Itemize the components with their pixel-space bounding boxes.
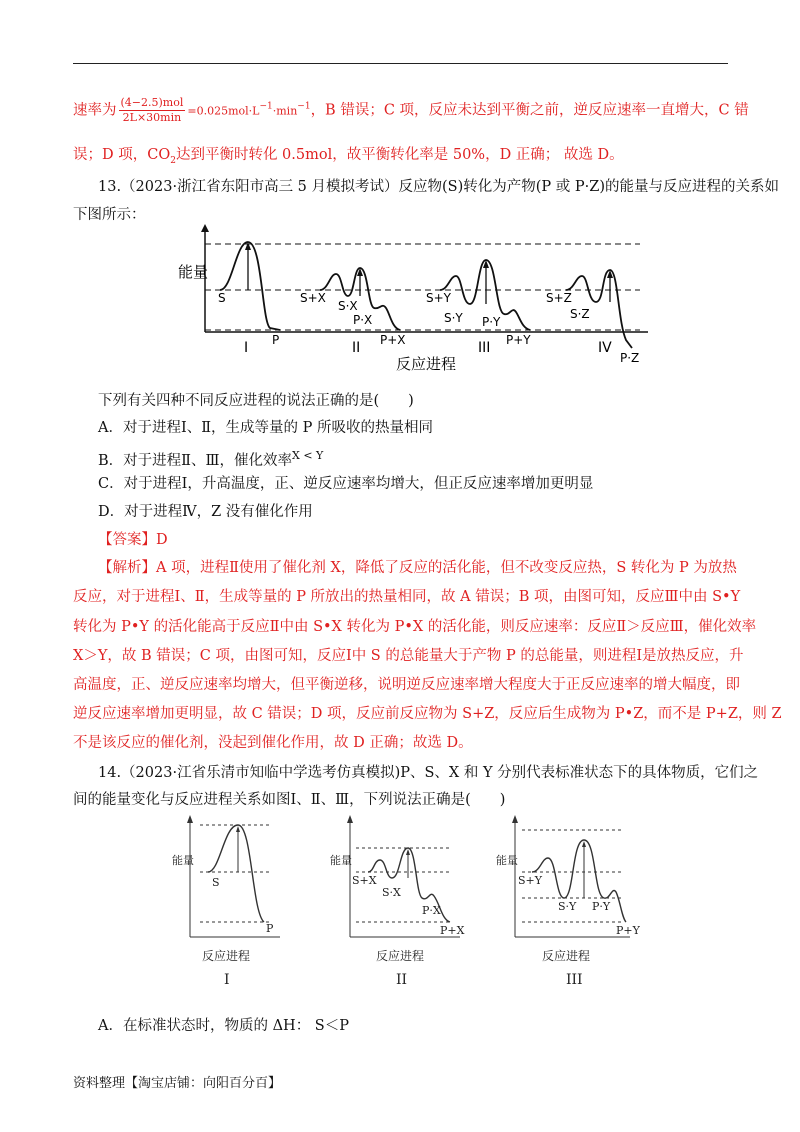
solution-line-2: 误；D 项，$CO_2$达到平衡时转化 0.5mol，故平衡转化率是 50%，D 正确； 故选 D。 [73, 147, 624, 166]
y-label: 能量 [178, 263, 209, 281]
label-P·Z: P·Z [620, 351, 640, 365]
label-S·X: S·X [338, 299, 358, 313]
fig2-x-label: 反应进程 [376, 949, 425, 963]
label-P·X: P·X [353, 313, 373, 327]
fig3-label-P·Y: P·Y [592, 900, 611, 913]
roman-I: I [244, 340, 249, 356]
q13-analysis-1: 【解析】A 项，进程Ⅱ使用了催化剂 X，降低了反应的活化能，但不改变反应热，S 转化为 P 为放热 [98, 560, 737, 576]
label-P+X: P+X [380, 333, 406, 347]
label-P: P [272, 333, 280, 347]
fig1-label-S: S [212, 876, 220, 889]
y-axis-arrow [201, 224, 209, 232]
q13-energy-diagram [170, 222, 650, 372]
header-rule [73, 63, 728, 64]
solution-line-1: 速率为 $\frac{\text{(4−2.5)mol}}{2L\times 30\min}$ $=0.025mol\cdot L^{-1}\cdot\min^{-1}$，B 错误；C 项，反应未达到平衡之前，逆反应速率一直增大，C 错 [73, 96, 749, 124]
label-S·Y: S·Y [444, 311, 463, 325]
fig3-label-P+Y: P+Y [616, 924, 640, 937]
q13-question: 下列有关四种不同反应进程的说法正确的是( ) [98, 393, 414, 409]
label-S+Y: S+Y [426, 291, 452, 305]
fig3-roman: III [566, 972, 583, 988]
label-S+X: S+X [300, 291, 326, 305]
q13-analysis-4: X＞Y，故 B 错误；C 项，由图可知，反应Ⅰ中 S 的总能量大于产物 P 的总能量，则进程Ⅰ是放热反应，升 [73, 648, 744, 664]
q13-stem-2: 下图所示： [73, 207, 146, 223]
fig2-roman: II [396, 972, 408, 988]
q13-option-b: B．对于进程Ⅱ、Ⅲ，催化效率$^{X < Y}$ [98, 449, 324, 469]
fig1-curve [208, 825, 264, 922]
fig2-y-label: 能量 [330, 854, 352, 867]
fig2-label-P+X: P+X [440, 924, 465, 937]
fig2-label-S·X: S·X [382, 886, 401, 899]
fig2-label-S+X: S+X [352, 874, 377, 887]
q13-analysis-3: 转化为 P•Y 的活化能高于反应Ⅱ中由 S•X 转化为 P•X 的活化能，则反应速率：反应Ⅱ＞反应Ⅲ，催化效率 [73, 619, 757, 635]
label-S+Z: S+Z [546, 291, 572, 305]
fig1-label-P: P [266, 922, 274, 935]
roman-IV: IV [598, 340, 612, 356]
roman-II: II [352, 340, 361, 356]
fig1-y-label: 能量 [172, 854, 194, 867]
curve-I [220, 242, 280, 330]
q13-analysis-7: 不是该反应的催化剂，没起到催化作用，故 D 正确；故选 D。 [73, 735, 473, 751]
q13-analysis-6: 逆反应速率增加更明显，故 C 错误；D 项，反应前反应物为 S+Z，反应后生成物为 P•Z，而不是 P+Z，则 Z [73, 706, 782, 722]
fig1-x-label: 反应进程 [202, 949, 251, 963]
footer-source: 资料整理【淘宝店铺：向阳百分百】 [73, 1076, 282, 1091]
fig2-label-P·X: P·X [422, 904, 441, 917]
q13-answer: 【答案】D [98, 532, 168, 548]
fig3-label-S·Y: S·Y [558, 900, 577, 913]
label-S: S [218, 291, 226, 305]
q13-analysis-2: 反应，对于进程Ⅰ、Ⅱ，生成等量的 P 所放出的热量相同，故 A 错误；B 项，由图可知，反应Ⅲ中由 S•Y [73, 589, 741, 605]
q13-stem-1: 13.（2023·浙江省东阳市高三 5 月模拟考试）反应物(S)转化为产物(P 或 P·Z)的能量与反应进程的关系如 [98, 179, 779, 195]
label-P·Y: P·Y [482, 315, 501, 329]
q13-option-d: D．对于进程Ⅳ，Z 没有催化作用 [98, 504, 313, 520]
roman-III: III [478, 340, 491, 356]
fig3-y-label: 能量 [496, 854, 518, 867]
fig3-label-S+Y: S+Y [518, 874, 543, 887]
q14-stem-1: 14.（2023·江省乐清市知临中学选考仿真模拟)P、S、X 和 Y 分别代表标准状态下的具体物质，它们之 [98, 765, 759, 781]
q14-option-a: A．在标准状态时，物质的 ΔH： S＜P [98, 1018, 349, 1034]
q13-option-a: A．对于进程Ⅰ、Ⅱ，生成等量的 P 所吸收的热量相同 [98, 420, 434, 436]
fig1-roman: I [224, 972, 230, 988]
rate-fraction: $\frac{\text{(4−2.5)mol}}{2L\times 30\min}$ [120, 96, 184, 124]
q13-option-c: C．对于进程Ⅰ，升高温度，正、逆反应速率均增大，但正反应速率增加更明显 [98, 476, 594, 492]
q14-stem-2: 间的能量变化与反应进程关系如图Ⅰ、Ⅱ、Ⅲ，下列说法正确是( ) [73, 792, 506, 808]
label-P+Y: P+Y [506, 333, 531, 347]
q14-energy-diagrams [160, 812, 680, 992]
fig3-x-label: 反应进程 [542, 949, 591, 963]
x-label: 反应进程 [396, 355, 457, 372]
fig3-curve [532, 840, 626, 922]
label-S·Z: S·Z [570, 307, 590, 321]
q13-analysis-5: 高温度，正、逆反应速率均增大，但平衡逆移，说明逆反应速率增大程度大于正反应速率的增大幅度，即 [73, 677, 740, 693]
